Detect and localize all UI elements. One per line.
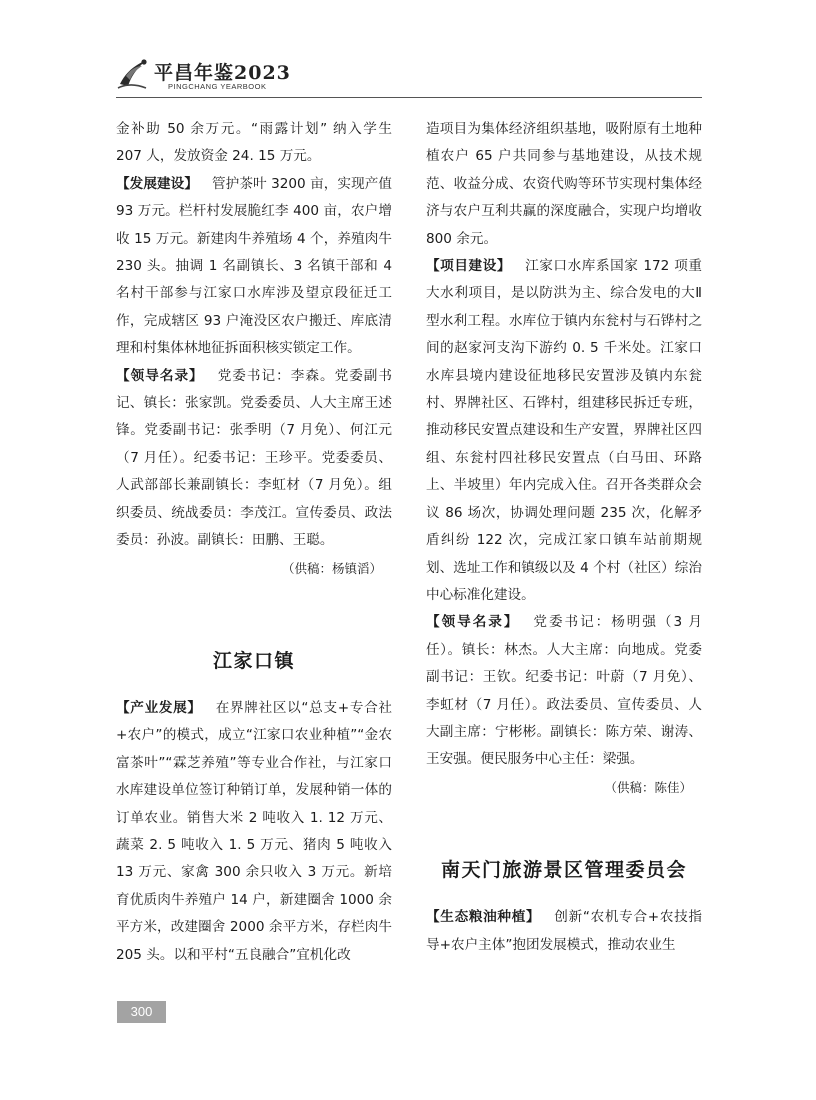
yearbook-logo-icon <box>116 54 152 92</box>
brand-title: 平昌年鉴2023 <box>154 62 291 84</box>
paragraph-text: 党委书记：李森。党委副书记、镇长：张家凯。党委委员、人大主席王述锋。党委副书记：张季明（7 月免）、何江元（7 月任）。纪委书记：王珍平。党委委员、人武部部长兼副镇长：李虹材（7 月免）。组织委员、统战委员：李茂江。宣传委员、政法委员：孙波。副镇长：田鹏、王聪。 <box>116 367 393 549</box>
paragraph-eco-farming <box>426 904 702 959</box>
left-column <box>116 116 392 969</box>
paragraph-text: 党委书记：杨明强（3 月任）。镇长：林杰。人大主席：向地成。党委副书记：王钦。纪委书记：叶蔚（7 月免）、李虹材（7 月任）。政法委员、宣传委员、人大副主席：宁彬彬。副镇长：陈方荣、谢涛、王安强。便民服务中心主任：梁强。 <box>426 614 702 768</box>
section-tag: 【产业发展】 <box>116 699 202 716</box>
page-header <box>116 52 704 98</box>
paragraph: 金补助 50 余万元。“雨露计划” 纳入学生 207 人，发放资金 24. 15 万元。 <box>116 121 392 165</box>
brand-subtitle: PINGCHANG YEARBOOK <box>168 82 267 91</box>
section-title: 南天门旅游景区管理委员会 <box>440 859 687 882</box>
paragraph: 造项目为集体经济组织基地，吸附原有土地种植农户 65 户共同参与基地建设，从技术规范、收益分成、农资代购等环节实现村集体经济与农户互利共赢的深度融合，实现户均增收 800 余元。 <box>426 121 702 247</box>
paragraph-leadership <box>426 609 702 773</box>
header-rule <box>116 97 702 98</box>
section-title: 江家口镇 <box>212 649 295 672</box>
paragraph-text: 江家口水库系国家 172 项重大水利项目，是以防洪为主、综合发电的大Ⅱ型水利工程。水库位于镇内东瓮村与石铧村之间的赵家河支沟下游约 0. 5 千米处。江家口水库县境内建设征地移民安置涉及镇内东瓮村、界牌社区、石铧村，组建移民拆迁专班，推动移民安置点建设和生产安置，界牌社区四组、东瓮村四社移民安置点（白马田、环路上、半坡里）年内完成入住。召开各类群众会议 86 场次，协调处理问题 235 次，化解矛盾纠纷 122 次，完成江家口镇车站前期规划、选址工作和镇级以及 4 个村（社区）综治中心标准化建设。 <box>426 258 702 603</box>
paragraph-text: 创新“农机专合+农技指导+农户主体”抱团发展模式，推动农业生 <box>426 909 702 953</box>
section-tag: 【项目建设】 <box>426 258 512 275</box>
page-number: 300 <box>117 1001 166 1023</box>
credit-line: （供稿：杨镇滔） <box>281 560 382 576</box>
paragraph-development <box>116 171 392 363</box>
section-tag: 【发展建设】 <box>116 175 199 192</box>
paragraph-leadership <box>116 363 392 555</box>
section-tag: 【领导名录】 <box>426 614 520 631</box>
paragraph-projects <box>426 253 702 609</box>
credit-line: （供稿：陈佳） <box>604 779 692 795</box>
section-tag: 【生态粮油种植】 <box>426 909 541 926</box>
paragraph-text: 管护茶叶 3200 亩，实现产值 93 万元。栏杆村发展脆红李 400 亩，农户增收 15 万元。新建肉牛养殖场 4 个，养殖肉牛 230 头。抽调 1 名副镇长、3 名镇干部和 4 名村干部参与江家口水库涉及望京段征迁工作，完成辖区 93 户淹没区农户搬迁、库底清理和村集体林地征拆面积核实锁定工作。 <box>116 175 392 357</box>
right-column <box>426 116 702 959</box>
paragraph-text: 在界牌社区以“总支+专合社+农户”的模式，成立“江家口农业种植”“金农富茶叶”“霖芝养殖”等专业合作社，与江家口水库建设单位签订种销订单，发展种销一体的订单农业。销售大米 2 吨收入 1. 12 万元、蔬菜 2. 5 吨收入 1. 5 万元、猪肉 5 吨收入 13 万元、家禽 300 余只收入 3 万元。新培育优质肉牛养殖户 14 户，新建圈舍 1000 余平方米，改建圈舍 2000 余平方米，存栏肉牛 205 头。以和平村“五良融合”宜机化改 <box>116 699 392 963</box>
section-tag: 【领导名录】 <box>116 367 204 384</box>
paragraph-industry <box>116 695 392 969</box>
